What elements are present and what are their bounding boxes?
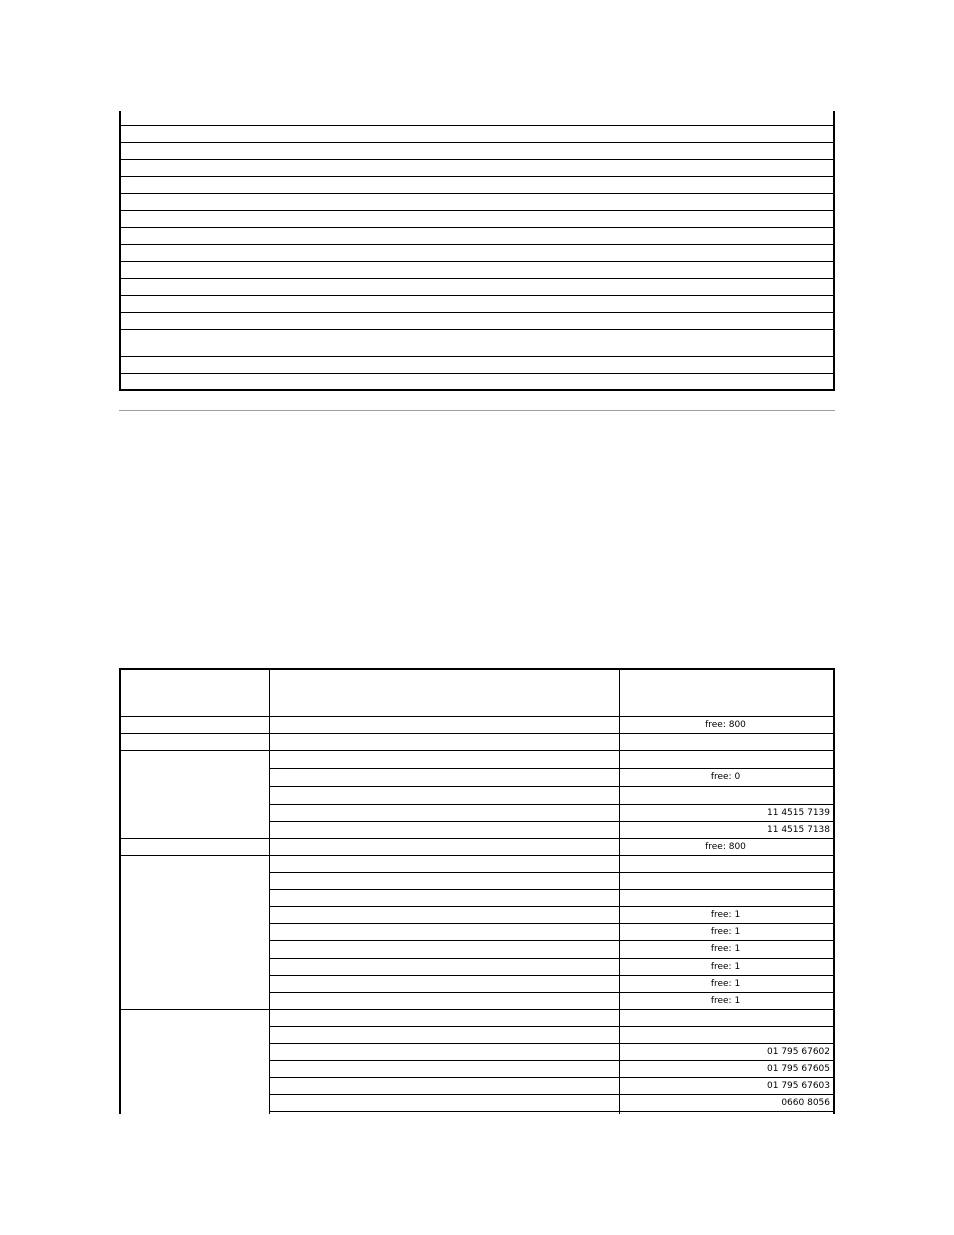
table-row <box>121 125 833 142</box>
table-row <box>121 227 833 244</box>
row-divider <box>121 716 833 717</box>
top-table <box>119 111 835 391</box>
table-row <box>121 193 833 210</box>
row-divider <box>269 872 833 873</box>
phone-number: 01 795 67603 <box>767 1081 830 1091</box>
row-divider <box>269 1094 833 1095</box>
phone-number: free: 1 <box>710 996 741 1006</box>
table-row <box>121 244 833 261</box>
row-divider <box>121 855 833 856</box>
row-divider <box>269 1026 833 1027</box>
column-divider <box>269 670 270 1114</box>
phone-number: free: 800 <box>705 842 746 852</box>
table-row <box>121 261 833 278</box>
row-divider <box>121 750 833 751</box>
section-divider <box>119 410 835 411</box>
row-divider <box>121 1009 833 1010</box>
table-row <box>121 356 833 373</box>
row-divider <box>269 889 833 890</box>
column-divider <box>619 670 620 1114</box>
row-divider <box>269 821 833 822</box>
table-row <box>121 176 833 193</box>
row-divider <box>269 906 833 907</box>
row-divider <box>269 1111 833 1112</box>
table-row <box>121 142 833 159</box>
row-divider <box>269 992 833 993</box>
phone-number: free: 800 <box>705 720 746 730</box>
phone-number: free: 1 <box>710 944 741 954</box>
table-row <box>121 329 833 356</box>
table-row <box>121 278 833 295</box>
table-row <box>121 312 833 329</box>
table-row <box>121 373 833 389</box>
row-divider <box>269 1043 833 1044</box>
phone-number: free: 1 <box>710 962 741 972</box>
phone-number: free: 1 <box>710 979 741 989</box>
table-row <box>121 159 833 176</box>
phone-number: 01 795 67605 <box>767 1064 830 1074</box>
row-divider <box>269 1060 833 1061</box>
phone-number: 01 795 67602 <box>767 1047 830 1057</box>
phone-number: free: 1 <box>710 927 741 937</box>
table-row <box>121 210 833 227</box>
row-divider <box>121 838 833 839</box>
row-divider <box>269 804 833 805</box>
table-row <box>121 111 833 125</box>
row-divider <box>269 1077 833 1078</box>
phone-number: free: 1 <box>710 910 741 920</box>
table-row <box>121 295 833 312</box>
row-divider <box>269 975 833 976</box>
row-divider <box>269 940 833 941</box>
row-divider <box>269 786 833 787</box>
phone-number: 11 4515 7138 <box>767 825 830 835</box>
row-divider <box>269 923 833 924</box>
phone-number: free: 0 <box>710 772 741 782</box>
phone-number: 11 4515 7139 <box>767 808 830 818</box>
row-divider <box>269 958 833 959</box>
row-divider <box>121 733 833 734</box>
phone-number: 0660 8056 <box>781 1098 830 1108</box>
row-divider <box>269 768 833 769</box>
contact-table <box>119 668 835 1114</box>
